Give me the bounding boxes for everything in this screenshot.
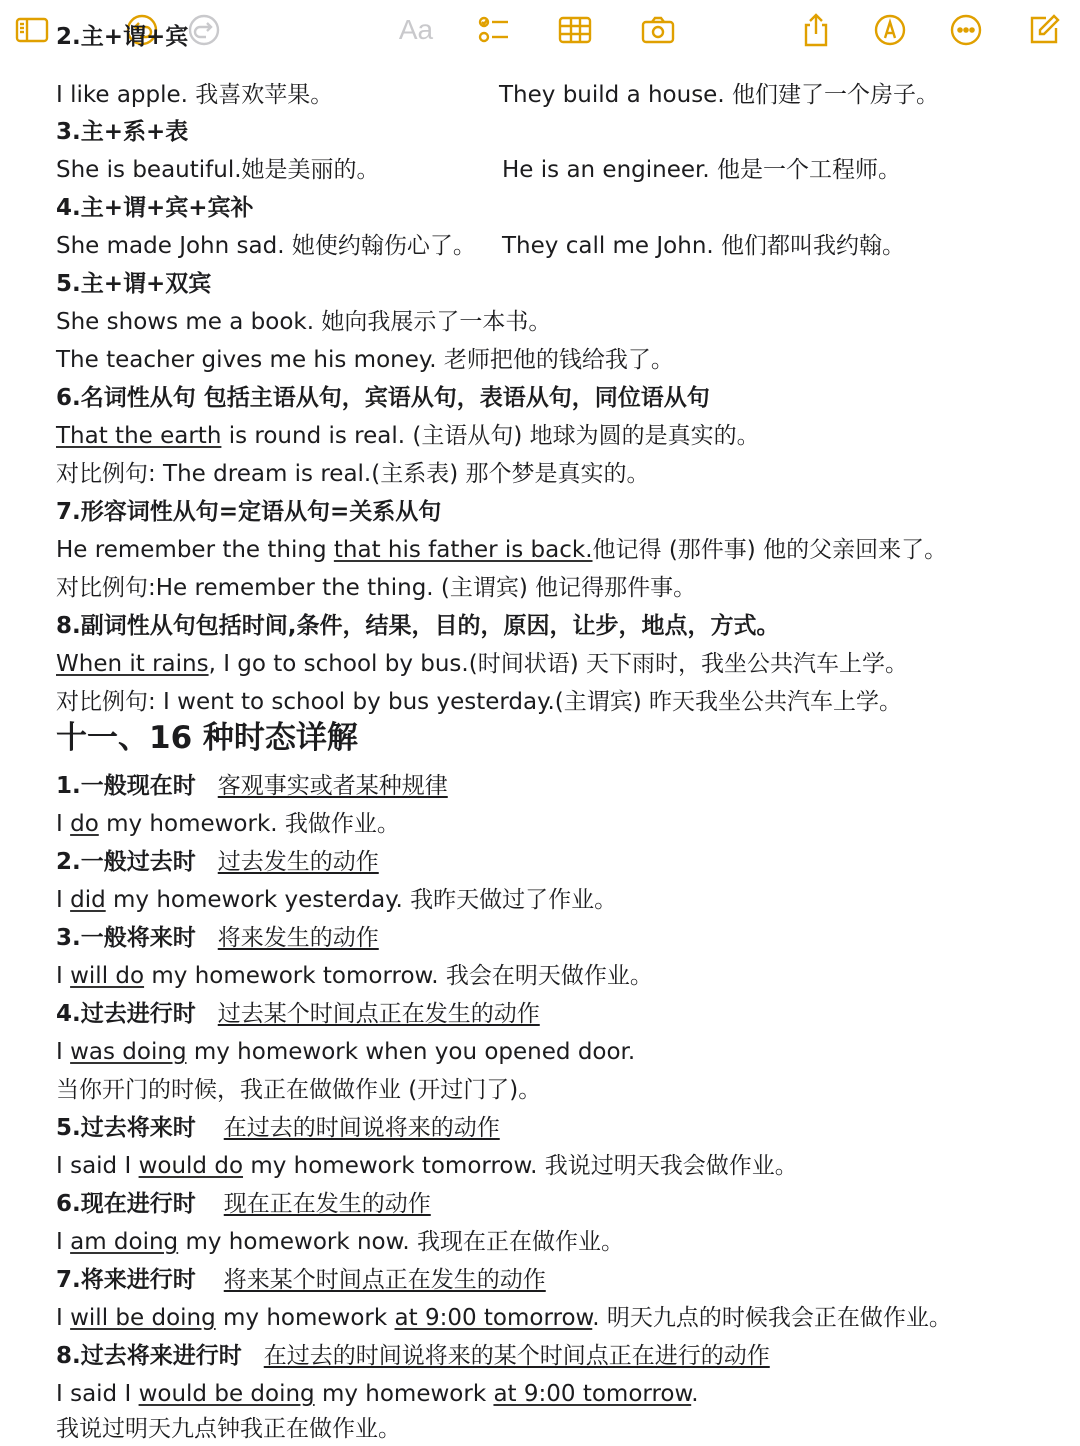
section-title: 十一、16 种时态详解 — [56, 720, 358, 756]
compose-icon[interactable] — [1024, 10, 1064, 50]
example-line: I did my homework yesterday. 我昨天做过了作业。 — [56, 887, 618, 913]
more-icon[interactable] — [946, 10, 986, 50]
text: 他记得 (那件事) 他的父亲回来了。 — [592, 537, 948, 563]
tense-description: 将来某个时间点正在发生的动作 — [223, 1267, 546, 1293]
tense-heading: 2.一般过去时 过去发生的动作 — [56, 849, 379, 875]
share-icon[interactable] — [796, 10, 836, 50]
redo-icon[interactable] — [184, 10, 224, 50]
tense-heading: 8.过去将来进行时 在过去的时间说将来的某个时间点正在进行的动作 — [56, 1343, 770, 1369]
example-line: She shows me a book. 她向我展示了一本书。 — [56, 309, 552, 335]
example-line: 对比例句:He remember the thing. (主谓宾) 他记得那件事。 — [56, 575, 697, 601]
example-line: I said I would do my homework tomorrow. 我说过明天我会做作业。 — [56, 1153, 798, 1179]
tense-description: 在过去的时间说将来的动作 — [223, 1115, 500, 1141]
underlined-phrase: at 9:00 tomorrow — [394, 1305, 593, 1331]
underlined-phrase: do — [70, 811, 99, 837]
underlined-phrase: am doing — [70, 1229, 179, 1255]
table-icon[interactable] — [555, 10, 595, 50]
underlined-phrase: that his father is back. — [333, 537, 593, 563]
tense-heading: 4.过去进行时 过去某个时间点正在发生的动作 — [56, 1001, 540, 1027]
example-line: She made John sad. 她使约翰伤心了。 — [56, 233, 476, 259]
tense-heading: 1.一般现在时 客观事实或者某种规律 — [56, 773, 448, 799]
text: He remember the thing — [56, 537, 334, 563]
example-line: I am doing my homework now. 我现在正在做作业。 — [56, 1229, 624, 1255]
example-line: I said I would be doing my homework at 9:00 tomorrow. — [56, 1381, 699, 1407]
tense-description: 将来发生的动作 — [217, 925, 379, 951]
heading: 5.主+谓+双宾 — [56, 271, 212, 297]
underlined-phrase: will be doing — [70, 1305, 216, 1331]
heading: 6.名词性从句 包括主语从句，宾语从句，表语从句，同位语从句 — [56, 385, 710, 411]
example-line: I will do my homework tomorrow. 我会在明天做作业。 — [56, 963, 653, 989]
example-line: I will be doing my homework at 9:00 tomorrow. 明天九点的时候我会正在做作业。 — [56, 1305, 952, 1331]
markup-icon[interactable] — [870, 10, 910, 50]
tense-description: 过去某个时间点正在发生的动作 — [217, 1001, 540, 1027]
example-line — [56, 533, 947, 567]
example-line — [56, 647, 908, 681]
text: , I go to school by bus.(时间状语) 天下雨时，我坐公共汽车上学。 — [208, 651, 908, 677]
underlined-phrase: would do — [138, 1153, 244, 1179]
example-line: 当你开门的时候，我正在做做作业 (开过门了)。 — [56, 1077, 542, 1103]
example-line: I like apple. 我喜欢苹果。 — [56, 82, 334, 108]
example-line: They build a house. 他们建了一个房子。 — [499, 82, 939, 108]
format-text-icon[interactable]: Aa — [398, 14, 434, 45]
underlined-phrase: will do — [70, 963, 145, 989]
example-line — [56, 419, 760, 453]
example-line: She is beautiful.她是美丽的。 — [56, 157, 380, 183]
heading: 7.形容词性从句=定语从句=关系从句 — [56, 499, 442, 525]
tense-heading: 7.将来进行时 将来某个时间点正在发生的动作 — [56, 1267, 546, 1293]
underlined-phrase: When it rains — [56, 651, 209, 677]
example-line: 我说过明天九点钟我正在做作业。 — [56, 1416, 401, 1442]
camera-icon[interactable] — [638, 10, 678, 50]
text: is round is real. (主语从句) 地球为圆的是真实的。 — [221, 423, 760, 449]
example-line: He is an engineer. 他是一个工程师。 — [502, 157, 901, 183]
underlined-phrase: was doing — [70, 1039, 187, 1065]
tense-description: 过去发生的动作 — [217, 849, 379, 875]
sidebar-icon[interactable] — [12, 10, 52, 50]
tense-description: 现在正在发生的动作 — [223, 1191, 431, 1217]
tense-heading: 3.一般将来时 将来发生的动作 — [56, 925, 379, 951]
underlined-phrase: That the earth — [56, 423, 222, 449]
example-line: 对比例句: The dream is real.(主系表) 那个梦是真实的。 — [56, 461, 650, 487]
example-line: I do my homework. 我做作业。 — [56, 811, 400, 837]
tense-description: 在过去的时间说将来的某个时间点正在进行的动作 — [263, 1343, 770, 1369]
example-line: I was doing my homework when you opened door. — [56, 1039, 636, 1065]
heading: 4.主+谓+宾+宾补 — [56, 195, 254, 221]
underlined-phrase: did — [70, 887, 106, 913]
heading: 3.主+系+表 — [56, 119, 189, 145]
cut-off-heading: 2.主+谓+宾 — [56, 24, 189, 50]
checklist-icon[interactable] — [474, 10, 514, 50]
tense-heading: 5.过去将来时 在过去的时间说将来的动作 — [56, 1115, 500, 1141]
underlined-phrase: at 9:00 tomorrow — [493, 1381, 692, 1407]
example-line: The teacher gives me his money. 老师把他的钱给我了。 — [56, 347, 674, 373]
heading: 8.副词性从句包括时间,条件，结果，目的，原因，让步，地点，方式。 — [56, 613, 780, 639]
example-line: They call me John. 他们都叫我约翰。 — [502, 233, 906, 259]
tense-heading: 6.现在进行时 现在正在发生的动作 — [56, 1191, 431, 1217]
tense-description: 客观事实或者某种规律 — [217, 773, 448, 799]
example-line: 对比例句: I went to school by bus yesterday.(主谓宾) 昨天我坐公共汽车上学。 — [56, 689, 903, 715]
underlined-phrase: would be doing — [138, 1381, 315, 1407]
